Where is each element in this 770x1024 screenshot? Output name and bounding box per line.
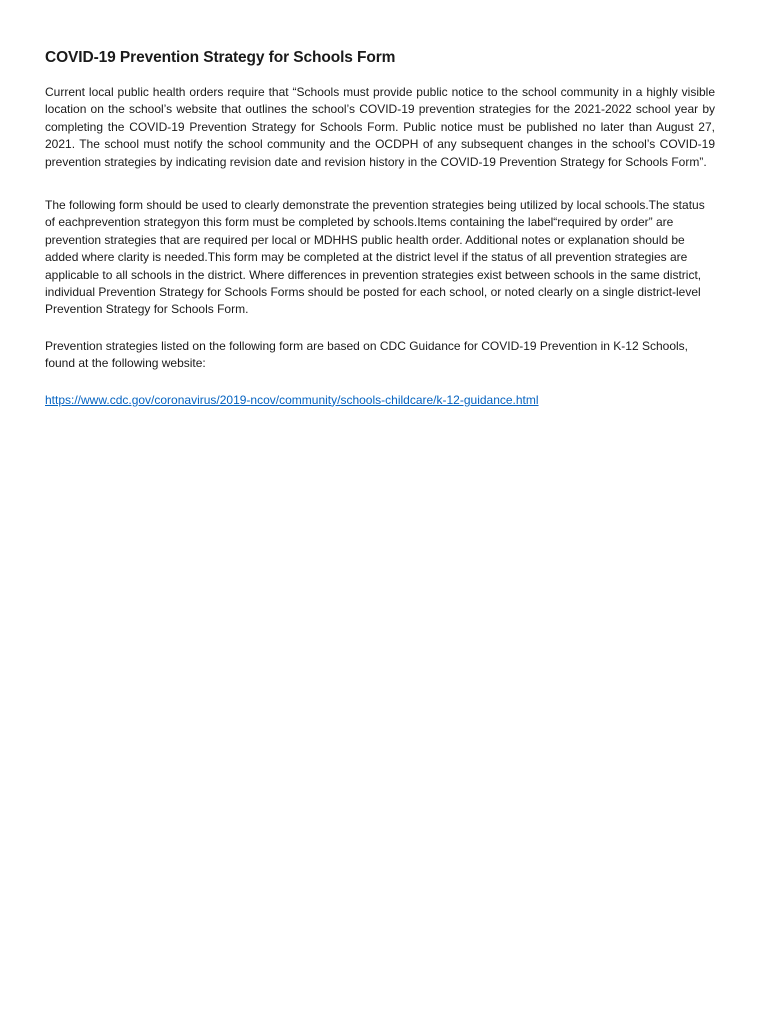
document-page <box>45 48 715 409</box>
cdc-guidance-paragraph: Prevention strategies listed on the following form are based on CDC Guidance for COVID-19 Prevention in K-12 Schools, found at the following website: <box>45 338 688 371</box>
cdc-guidance-link[interactable]: https://www.cdc.gov/coronavirus/2019-ncov/community/schools-childcare/k-12-guidance.html <box>45 392 539 407</box>
intro-paragraph: Current local public health orders require that “Schools must provide public notice to the school community in a highly visible location on the school’s website that outlines the school’s COVID-19 prevention strategies for the 2021-2022 school year by completing the COVID-19 Prevention Strategy for Schools Form. Public notice must be published no later than August 27, 2021. The school must notify the school community and the OCDPH of any subsequent changes in the school’s COVID-19 prevention strategies by indicating revision date and revision history in the COVID-19 Prevention Strategy for Schools Form”. <box>45 85 715 169</box>
document-title: COVID-19 Prevention Strategy for Schools Form <box>45 49 396 66</box>
form-usage-paragraph: The following form should be used to clearly demonstrate the prevention strategies being utilized by local schools.The status of eachprevention strategyon this form must be completed by schools.Items containing the label“required by order” are prevention strategies that are required per local or MDHHS public health order. Additional notes or explanation should be added where clarity is needed.This form may be completed at the district level if the status of all prevention strategies are applicable to all schools in the district. Where differences in prevention strategies exist between schools in the same district, individual Prevention Strategy for Schools Forms should be posted for each school, or noted clearly on a single district-level Prevention Strategy for Schools Form. <box>45 198 705 317</box>
